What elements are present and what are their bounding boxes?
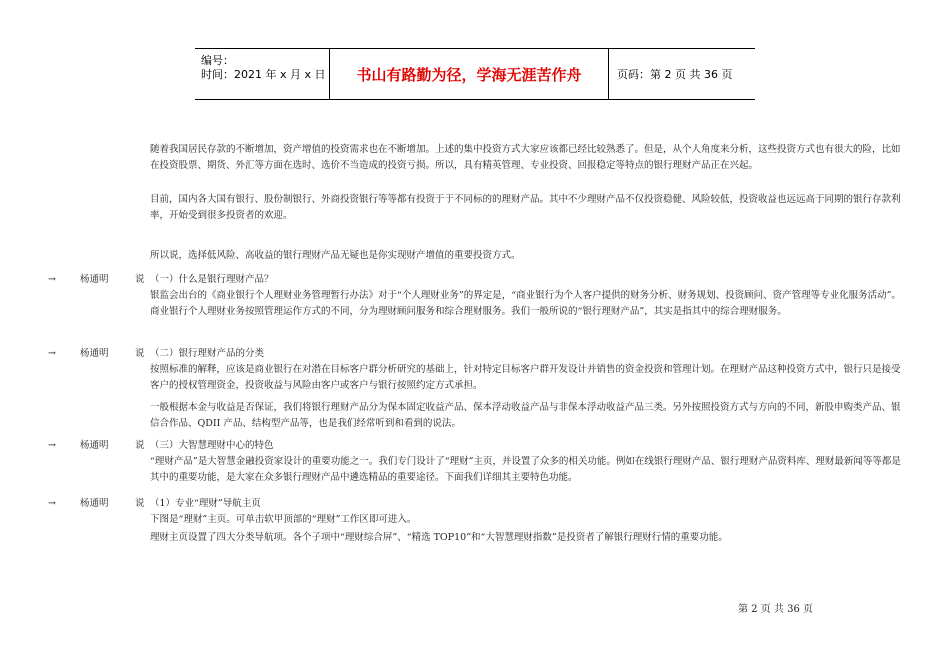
motto-text: 书山有路勤为径，学海无涯苦作舟	[356, 65, 582, 84]
comment-arrow-icon: →	[48, 348, 56, 359]
paragraph-current-market: 目前，国内各大国有银行、股份制银行、外商投资银行等等都有投资于于不同标的的理财产品。其中不少理财产品不仅投资稳健、风险较低，投资收益也远远高于同期的银行存款利率，开始受到很多投资者的欢迎。	[150, 194, 901, 221]
header-page-number: 页码：第 2 页 共 36 页	[617, 68, 733, 81]
section-body: 理财主页设置了四大分类导航项。各个子项中“理财综合屏”、“精选 TOP10”和“大智慧理财指数”是投资者了解银行理财行情的重要功能。	[150, 532, 728, 543]
section-heading: （1）专业“理财”导航主页	[150, 498, 261, 509]
comment-header	[0, 496, 950, 512]
comment-author: 杨通明	[80, 440, 109, 451]
paragraph-intro: 随着我国居民存款的不断增加，资产增值的投资需求也在不断增加。上述的集中投资方式大家应该都已经比较熟悉了。但是，从个人角度来分析，这些投资方式也有很大的险，比如在投资股票、期货、外汇等方面在选时、选价不当造成的投资亏损。所以，具有精英管理、专业投资、回报稳定等特点的银行理财产品正在兴起。	[150, 144, 901, 171]
comment-header	[0, 438, 950, 454]
comment-arrow-icon: →	[48, 440, 56, 451]
page-footer: 第 2 页 共 36 页	[738, 604, 813, 615]
section-body: 按照标准的解释，应该是商业银行在对潜在目标客户群分析研究的基础上，针对特定目标客户群开发设计并销售的资金投资和管理计划。在理财产品这种投资方式中，银行只是接受客户的授权管理资金，投资收益与风险由客户或客户与银行按照约定方式承担。	[150, 364, 901, 391]
comment-arrow-icon: →	[48, 274, 56, 285]
section-body: 一般根据本金与收益是否保证，我们将银行理财产品分为保本固定收益产品、保本浮动收益产品与非保本浮动收益产品三类。另外按照投资方式与方向的不同，新股申购类产品、银信合作品、QDII 产品、结构型产品等，也是我们经常听到和看到的说法。	[150, 402, 901, 429]
comment-arrow-icon: →	[48, 498, 56, 509]
comment-author: 杨通明	[80, 274, 109, 285]
section-heading: （二）银行理财产品的分类	[150, 348, 265, 359]
document-number-label: 编号：	[201, 54, 234, 67]
section-heading: （一）什么是银行理财产品？	[150, 274, 274, 285]
header-page-cell	[609, 49, 755, 99]
comment-author: 杨通明	[80, 498, 109, 509]
header-motto-cell	[330, 49, 609, 99]
paragraph-conclusion: 所以说，选择低风险、高收益的银行理财产品无疑也是你实现财产增值的重要投资方式。	[150, 250, 521, 261]
header-meta-cell	[195, 49, 330, 99]
comment-header	[0, 346, 950, 362]
comment-verb: 说	[135, 498, 145, 509]
section-body: 下图是“理财”主页。可单击软甲顶部的“理财”工作区即可进入。	[150, 514, 417, 525]
document-date-label: 时间：2021 年 x 月 x 日	[201, 68, 326, 81]
page-header-table	[195, 48, 755, 100]
comment-header	[0, 272, 950, 288]
comment-verb: 说	[135, 440, 145, 451]
comment-author: 杨通明	[80, 348, 109, 359]
comment-verb: 说	[135, 274, 145, 285]
section-body: “理财产品”是大智慧金融投资家设计的重要功能之一。我们专门设计了“理财”主页，并设置了众多的相关功能。例如在线银行理财产品、银行理财产品资料库、理财最新闻等等都是其中的重要功能，是大家在众多银行理财产品中遴选精品的重要途径。下面我们详细其主要特色功能。	[150, 456, 901, 483]
section-body: 银监会出台的《商业银行个人理财业务管理暂行办法》对于“个人理财业务”的界定是，“商业银行为个人客户提供的财务分析、财务规划、投资顾问、资产管理等专业化服务活动”。商业银行个人理财业务按照管理运作方式的不同，分为理财顾问服务和综合理财服务。我们一般所说的“银行理财产品”，其实是指其中的综合理财服务。	[150, 290, 901, 317]
section-heading: （三）大智慧理财中心的特色	[150, 440, 274, 451]
comment-verb: 说	[135, 348, 145, 359]
